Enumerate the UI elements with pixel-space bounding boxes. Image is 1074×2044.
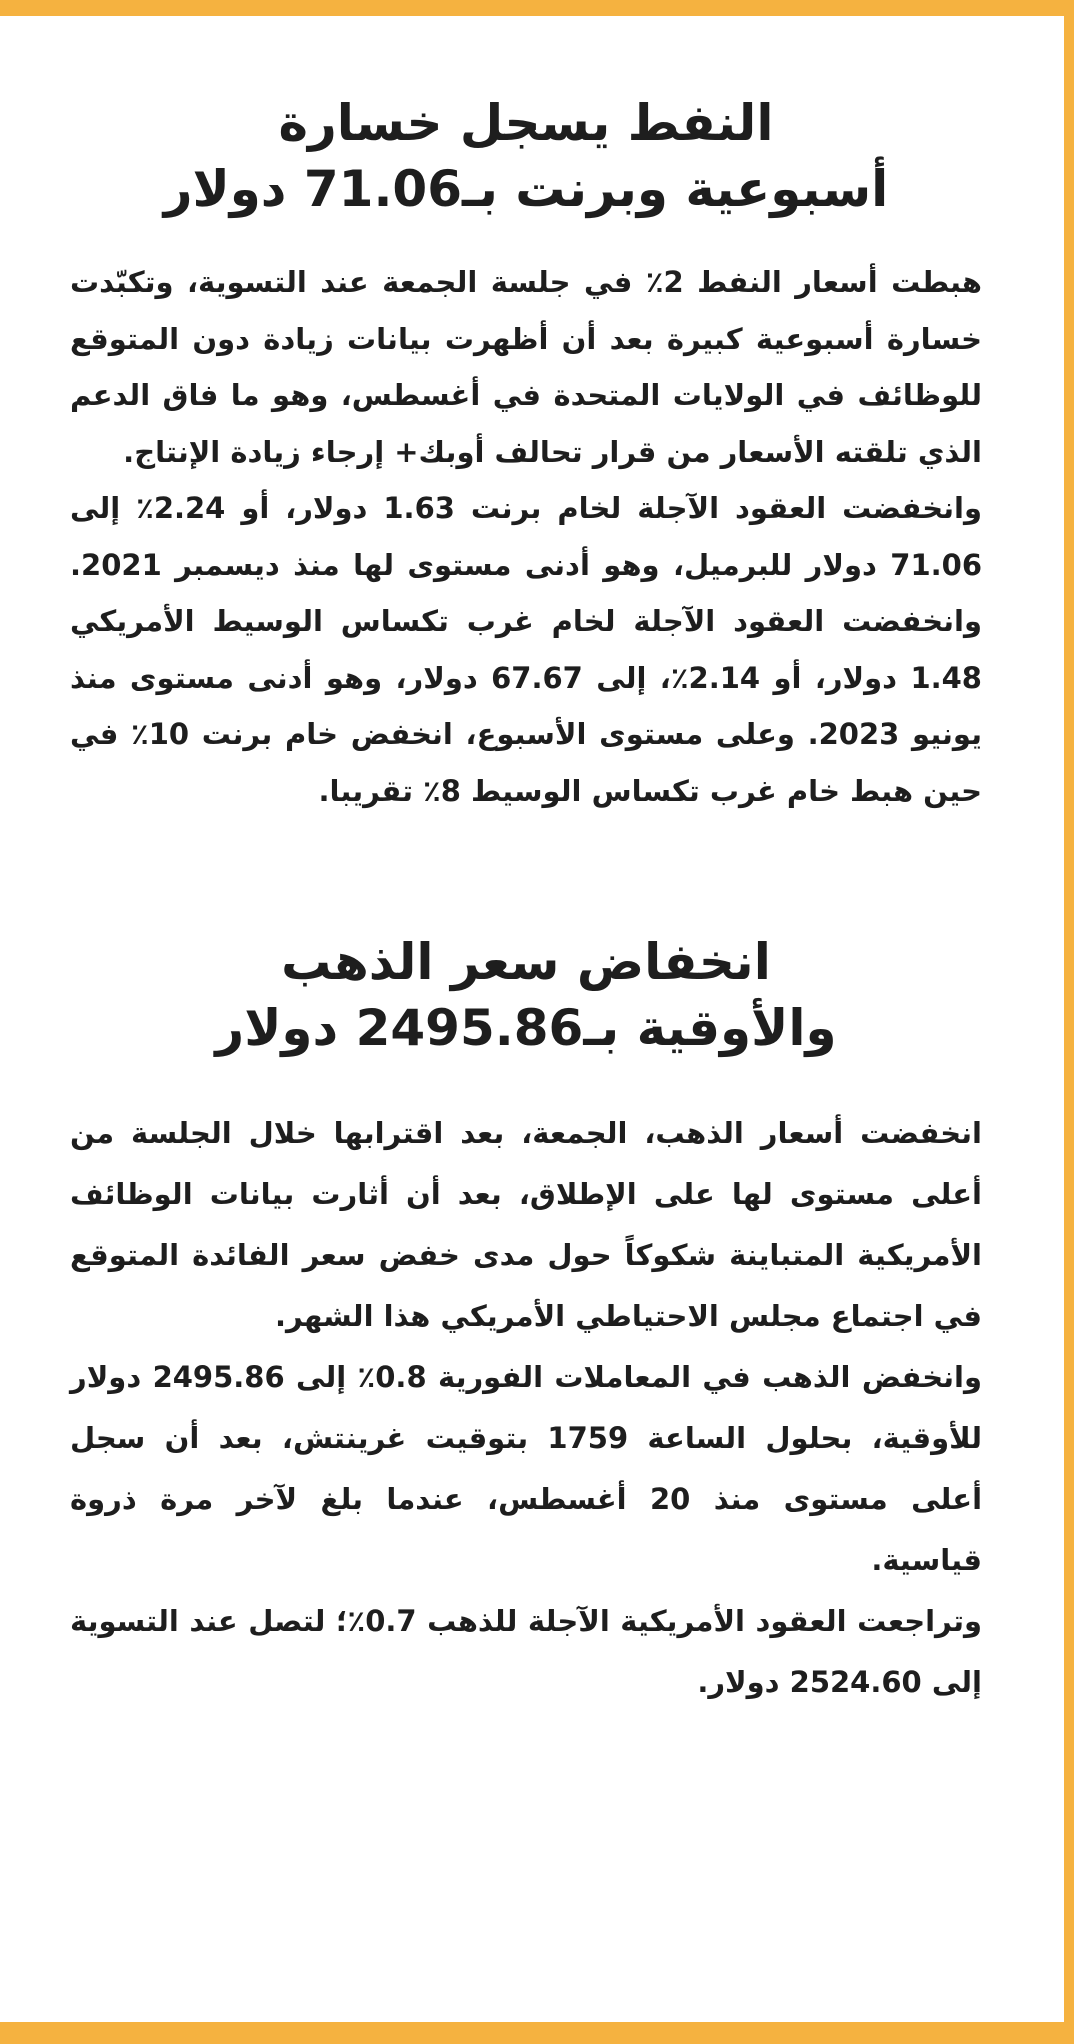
gold-article-body — [70, 1103, 982, 1713]
oil-article-body — [70, 254, 982, 819]
body-paragraph: وانخفضت العقود الآجلة لخام برنت 1.63 دولار، أو 2.24٪ إلى 71.06 دولار للبرميل، وهو أدنى مستوى لها منذ ديسمبر 2021. وانخفضت العقود الآجلة لخام غرب تكساس الوسيط الأمريكي 1.48 دولار، أو 2.14٪، إلى 67.67 دولار، وهو أدنى مستوى منذ يونيو 2023. وعلى مستوى الأسبوع، انخفض خام برنت 10٪ في حين هبط خام غرب تكساس الوسيط 8٪ تقريبا. — [70, 491, 982, 808]
body-paragraph: وانخفض الذهب في المعاملات الفورية 0.8٪ إلى 2495.86 دولار للأوقية، بحلول الساعة 1759 بتوقيت غرينتش، بعد أن سجل أعلى مستوى منذ 20 أغسطس، عندما بلغ لآخر مرة ذروة قياسية. — [70, 1360, 983, 1577]
oil-article — [70, 90, 982, 819]
article-column — [70, 90, 982, 1713]
headline-line-1: انخفاض سعر الذهب — [281, 933, 771, 991]
right-border — [1064, 0, 1074, 2044]
headline-line-1: النفط يسجل خسارة — [278, 94, 774, 152]
gold-article-headline — [70, 929, 982, 1061]
top-border — [0, 0, 1074, 16]
bottom-border — [0, 2022, 1074, 2044]
headline-line-2: والأوقية بـ2495.86 دولار — [215, 999, 837, 1057]
headline-line-2: أسبوعية وبرنت بـ71.06 دولار — [163, 160, 889, 218]
body-paragraph: هبطت أسعار النفط 2٪ في جلسة الجمعة عند التسوية، وتكبّدت خسارة أسبوعية كبيرة بعد أن أظهرت بيانات زيادة دون المتوقع للوظائف في الولايات المتحدة في أغسطس، وهو ما فاق الدعم الذي تلقته الأسعار من قرار تحالف أوبك+ إرجاء زيادة الإنتاج. — [70, 265, 982, 469]
oil-article-headline — [70, 90, 982, 222]
gold-article — [70, 929, 982, 1713]
body-paragraph: انخفضت أسعار الذهب، الجمعة، بعد اقترابها خلال الجلسة من أعلى مستوى لها على الإطلاق، بعد أن أثارت بيانات الوظائف الأمريكية المتباينة شكوكاً حول مدى خفض سعر الفائدة المتوقع في اجتماع مجلس الاحتياطي الأمريكي هذا الشهر. — [70, 1116, 982, 1333]
body-paragraph: وتراجعت العقود الأمريكية الآجلة للذهب 0.7٪؛ لتصل عند التسوية إلى 2524.60 دولار. — [70, 1604, 982, 1699]
